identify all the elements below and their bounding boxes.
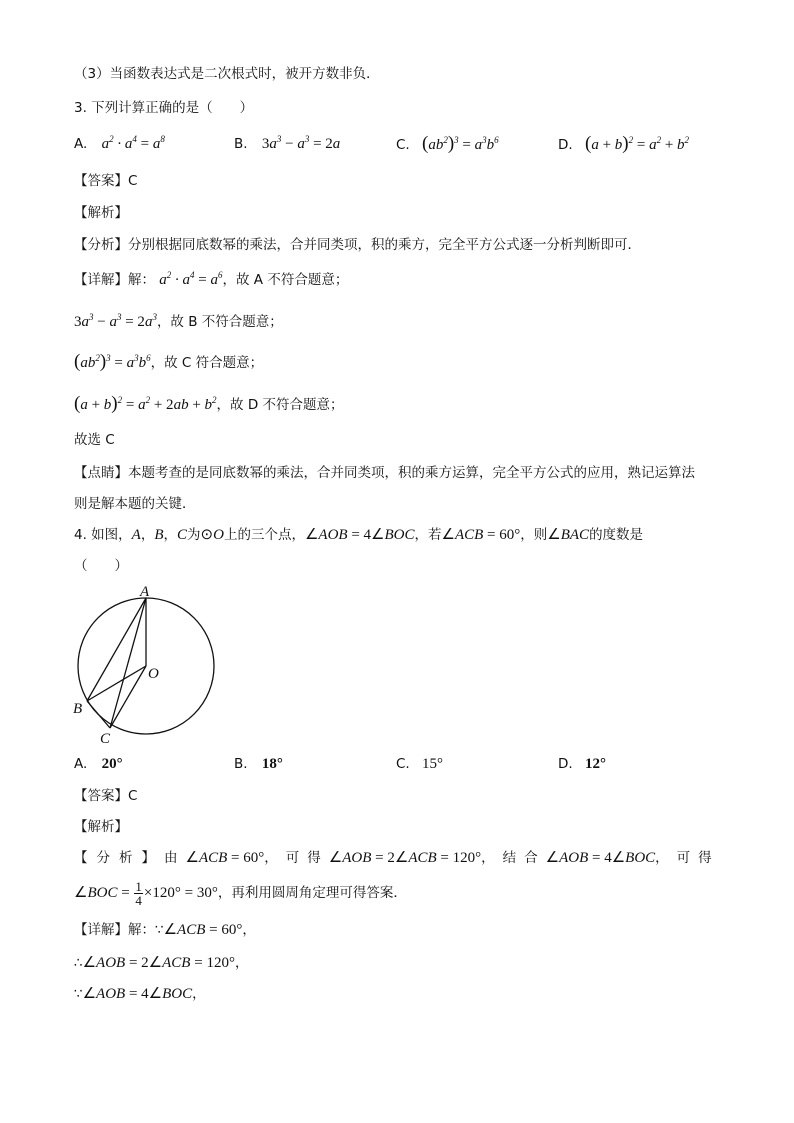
q3-jiexi: 【解析】 [74,205,128,221]
intro-line: （3）当函数表达式是二次根式时，被开方数非负． [74,66,380,82]
q3-option-d-label: D. [558,137,573,153]
q3-fenxi: 【分析】分别根据同底数幂的乘法，合并同类项，积的乘方，完全平方公式逐一分析判断即可． [74,237,641,253]
segment-ac [110,598,146,728]
q3-option-a-label: A. [74,136,88,152]
q3-option-c: C. $(ab^2)^3 = a^3b^6$ [396,133,499,154]
label-c: C [100,731,111,747]
q3-dianjing-1: 【点睛】本题考查的是同底数幂的乘法，合并同类项，积的乘方运算，完全平方公式的应用，熟记运算法 [74,465,695,481]
q4-xiangjie-3: ∵∠AOB = 4∠BOC， [74,986,206,1002]
q4-option-d: D. 12° [558,756,606,772]
q4-fenxi-2: ∠BOC = $\frac{1}{4}$ ×120° = 30°，再利用圆周角定理可得答案． [74,879,407,909]
q4-option-a: A. 20° [74,756,123,772]
q4-stem: 4. 如图，A，B，C为⊙O上的三个点，∠AOB = 4∠BOC，若∠ACB = 60°，则∠BAC的度数是 [74,527,644,543]
q3-option-b: B. $3a^3 - a^3 = 2a$ [234,134,341,152]
q4-xiangjie-1: 【详解】解：∵∠ACB = 60°， [74,922,256,938]
q4-option-c: C. 15° [396,756,444,772]
q4-paren: （ ） [74,558,128,574]
q3-xiangjie-a: 【详解】解： $a^2 \cdot a^4 = a^6$，故 A 不符合题意； [74,270,349,288]
circle-figure [70,582,220,747]
q3-xiangjie-c: $(ab^2)^3 = a^3b^6$，故 C 符合题意； [74,351,264,372]
q3-option-b-label: B. [234,136,248,152]
q3-choose: 故选 C [74,432,115,448]
q4-jiexi: 【解析】 [74,819,128,835]
q3-option-a: A. $a^2 \cdot a^4 = a^8$ [74,134,165,152]
label-o: O [148,666,159,682]
segment-ab [87,598,146,701]
q4-option-b: B. 18° [234,756,283,772]
segment-bo [87,666,146,701]
q3-dianjing-2: 则是解本题的关键． [74,496,196,512]
q3-xiangjie-d: $(a + b)^2 = a^2 + 2ab + b^2$，故 D 不符合题意； [74,393,344,414]
q4-answer: 【答案】C [74,788,138,804]
q3-stem: 3. 下列计算正确的是（ ） [74,100,254,116]
label-a: A [140,584,150,600]
q4-fenxi-1: 【分析】由 ∠ACB = 60°，可得∠AOB = 2∠ACB = 120°，结合∠AOB = 4∠BOC，可得 [74,850,720,866]
q3-xiangjie-b: $3a^3 - a^3 = 2a^3$，故 B 不符合题意； [74,312,283,330]
q3-option-c-label: C. [396,137,410,153]
segment-co [110,666,146,728]
segment-bc [87,701,110,728]
q4-xiangjie-2: ∴∠AOB = 2∠ACB = 120°， [74,955,249,971]
label-b: B [73,701,83,717]
q3-answer: 【答案】C [74,173,138,189]
q3-option-d: D. $(a + b)^2 = a^2 + b^2$ [558,133,690,154]
